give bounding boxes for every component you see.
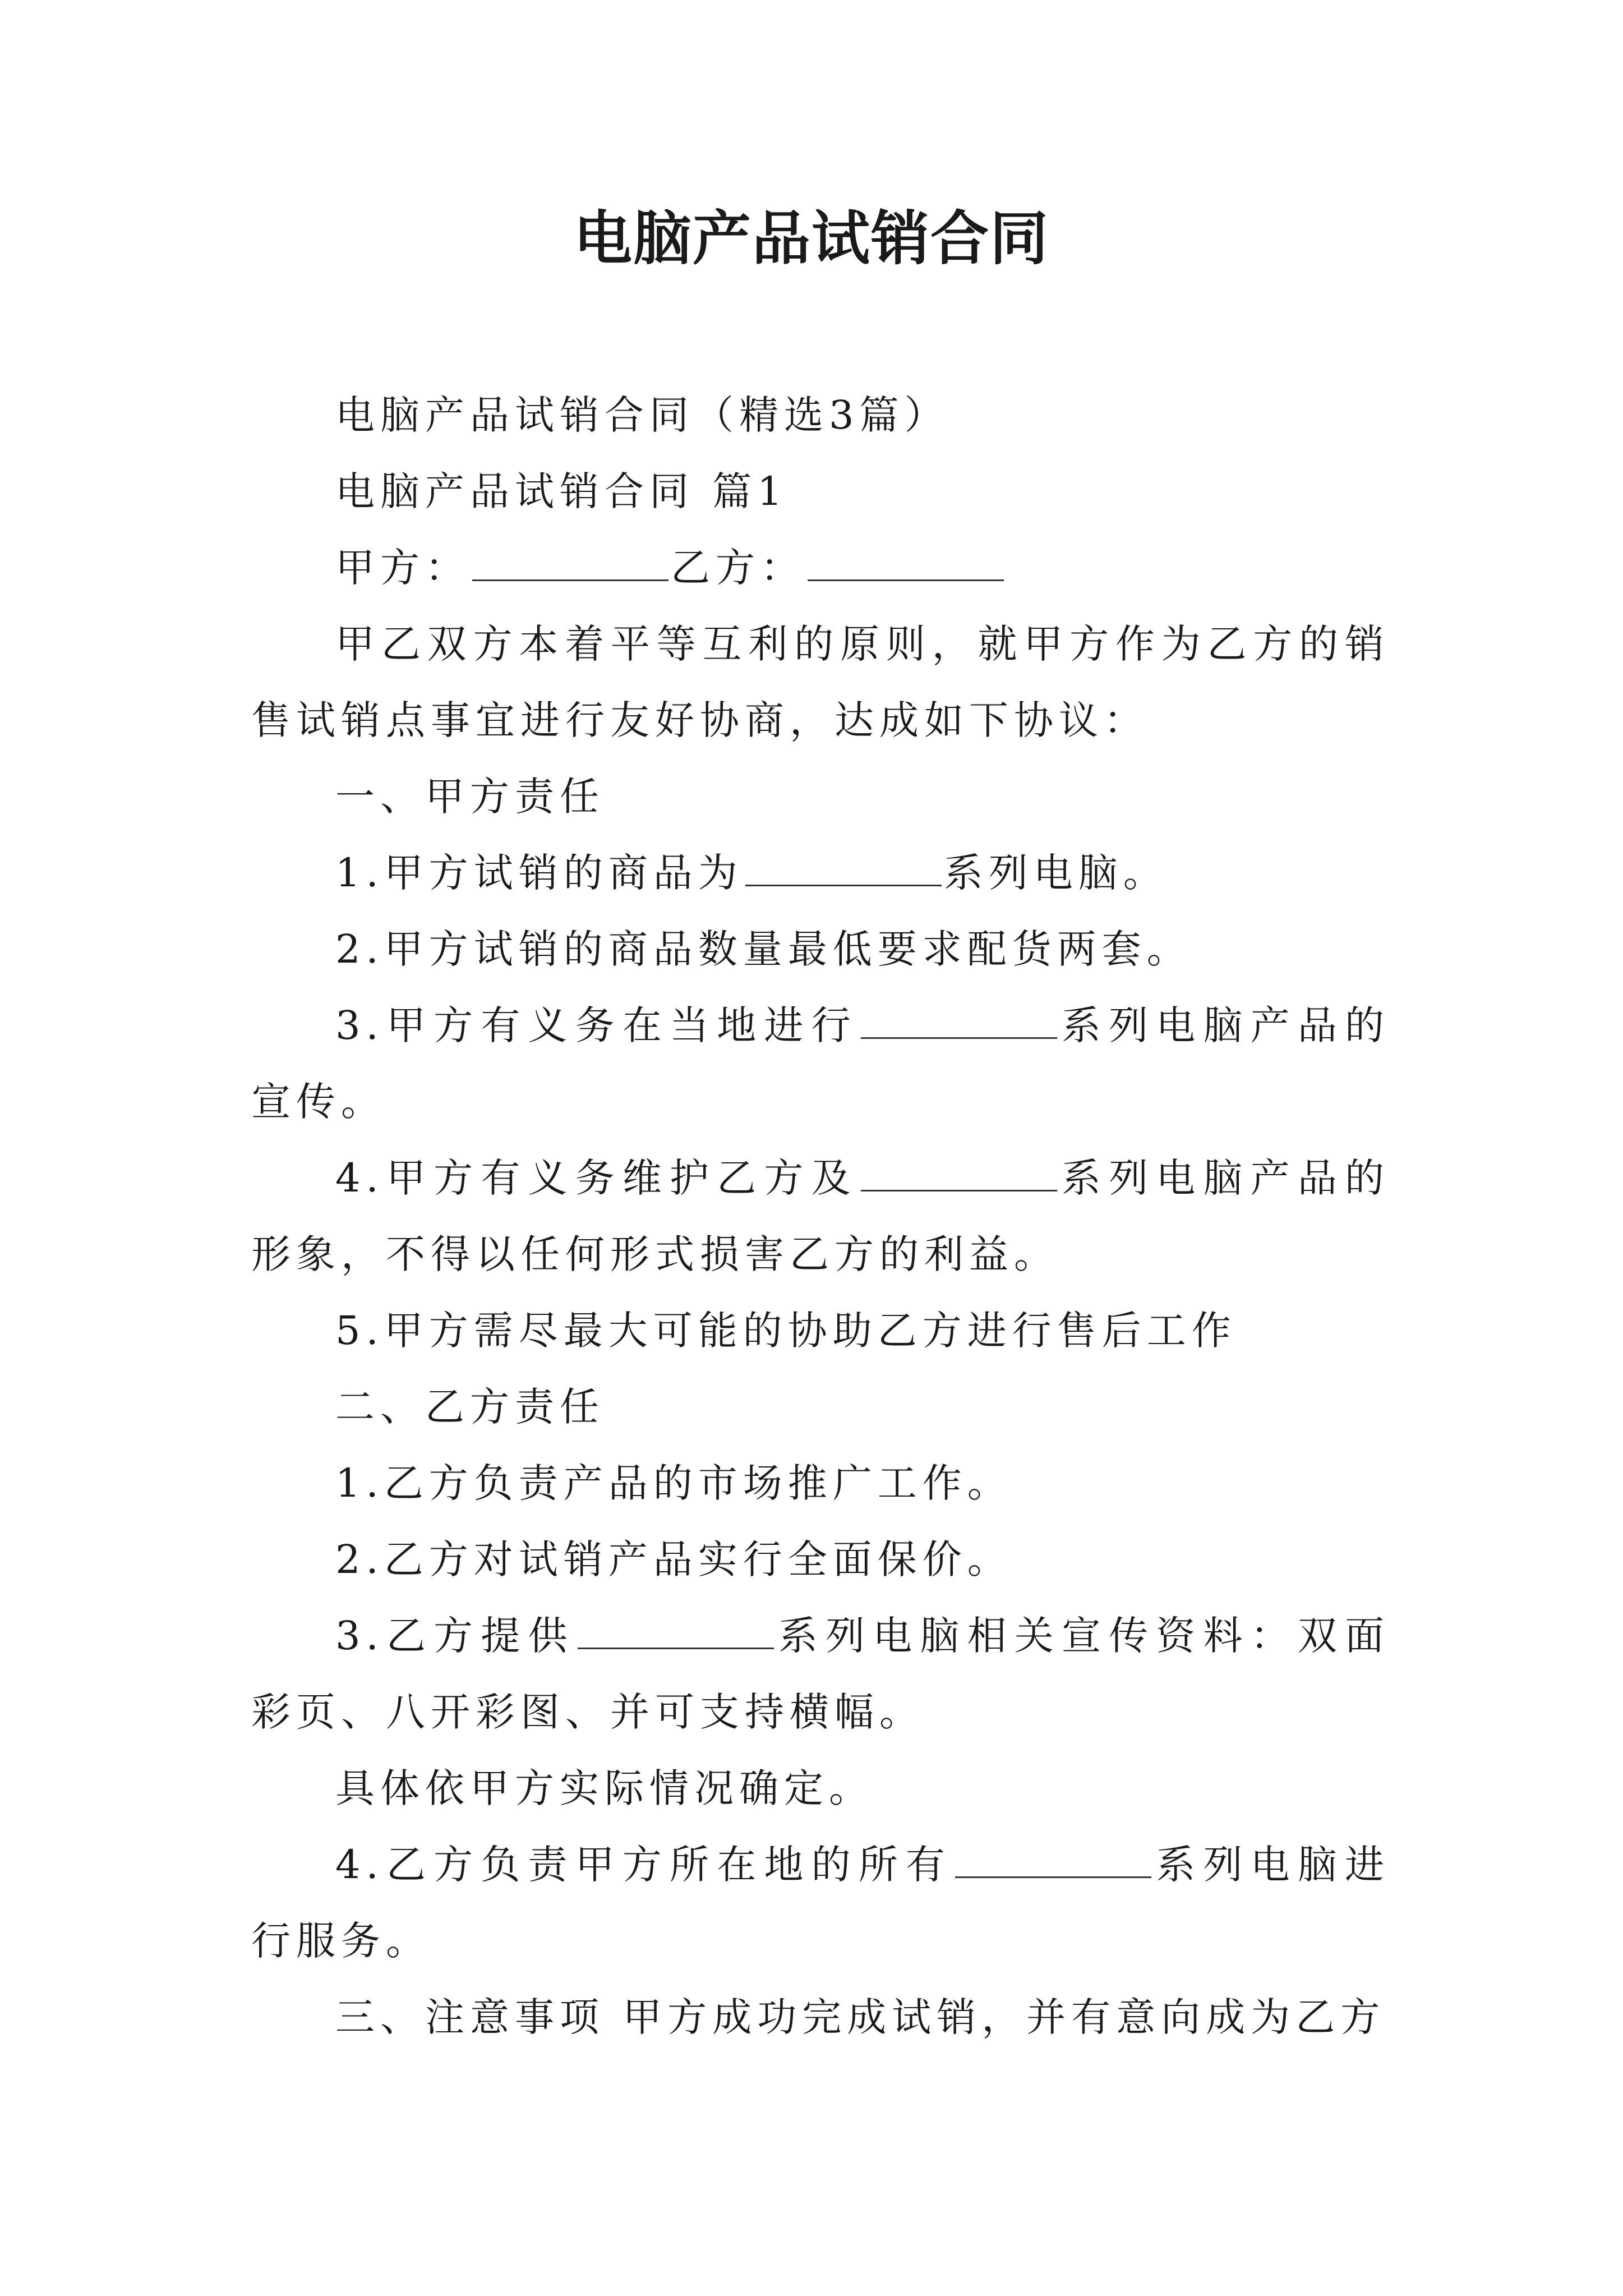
paragraph: 4.甲方有义务维护乙方及 系列电脑产品的形象，不得以任何形式损害乙方的利益。	[251, 1155, 1390, 1277]
fill-blank	[861, 1004, 1057, 1039]
fill-blank	[745, 851, 942, 886]
party-a-blank	[472, 546, 668, 581]
document-title: 电脑产品试销合同	[573, 204, 1049, 273]
document-body	[251, 377, 1390, 2055]
paragraph: 1.乙方负责产品的市场推广工作。	[335, 1460, 1012, 1506]
section-heading: 二、乙方责任	[335, 1384, 605, 1430]
paragraph: 具体依甲方实际情况确定。	[335, 1765, 874, 1811]
paragraph: 1.甲方试销的商品为 系列电脑。	[335, 850, 1168, 896]
paragraph: 2.乙方对试销产品实行全面保价。	[335, 1536, 1012, 1582]
party-b-blank	[808, 546, 1004, 581]
paragraph: 电脑产品试销合同（精选3篇）	[335, 392, 949, 438]
paragraph: 电脑产品试销合同 篇1	[335, 468, 788, 514]
party-a-label: 甲方：	[335, 545, 470, 591]
paragraph: 3.乙方提供 系列电脑相关宣传资料：双面彩页、八开彩图、并可支持横幅。	[251, 1613, 1390, 1735]
paragraph: 3.甲方有义务在当地进行 系列电脑产品的宣传。	[251, 1002, 1390, 1125]
fill-blank	[955, 1843, 1151, 1878]
fill-blank	[578, 1614, 774, 1649]
paragraph: 5.甲方需尽最大可能的协助乙方进行售后工作	[335, 1308, 1237, 1354]
paragraph: 4.乙方负责甲方所在地的所有 系列电脑进行服务。	[251, 1842, 1390, 1964]
party-b-label: 乙方：	[671, 545, 805, 591]
paragraph: 三、注意事项 甲方成功完成试销，并有意向成为乙方	[335, 1994, 1386, 2040]
paragraph: 2.甲方试销的商品数量最低要求配货两套。	[335, 926, 1192, 972]
parties-line	[251, 530, 1390, 606]
fill-blank	[861, 1156, 1057, 1191]
paragraph: 甲乙双方本着平等互利的原则，就甲方作为乙方的销售试销点事宜进行友好协商，达成如下协议：	[251, 621, 1390, 743]
section-heading: 一、甲方责任	[335, 774, 605, 820]
